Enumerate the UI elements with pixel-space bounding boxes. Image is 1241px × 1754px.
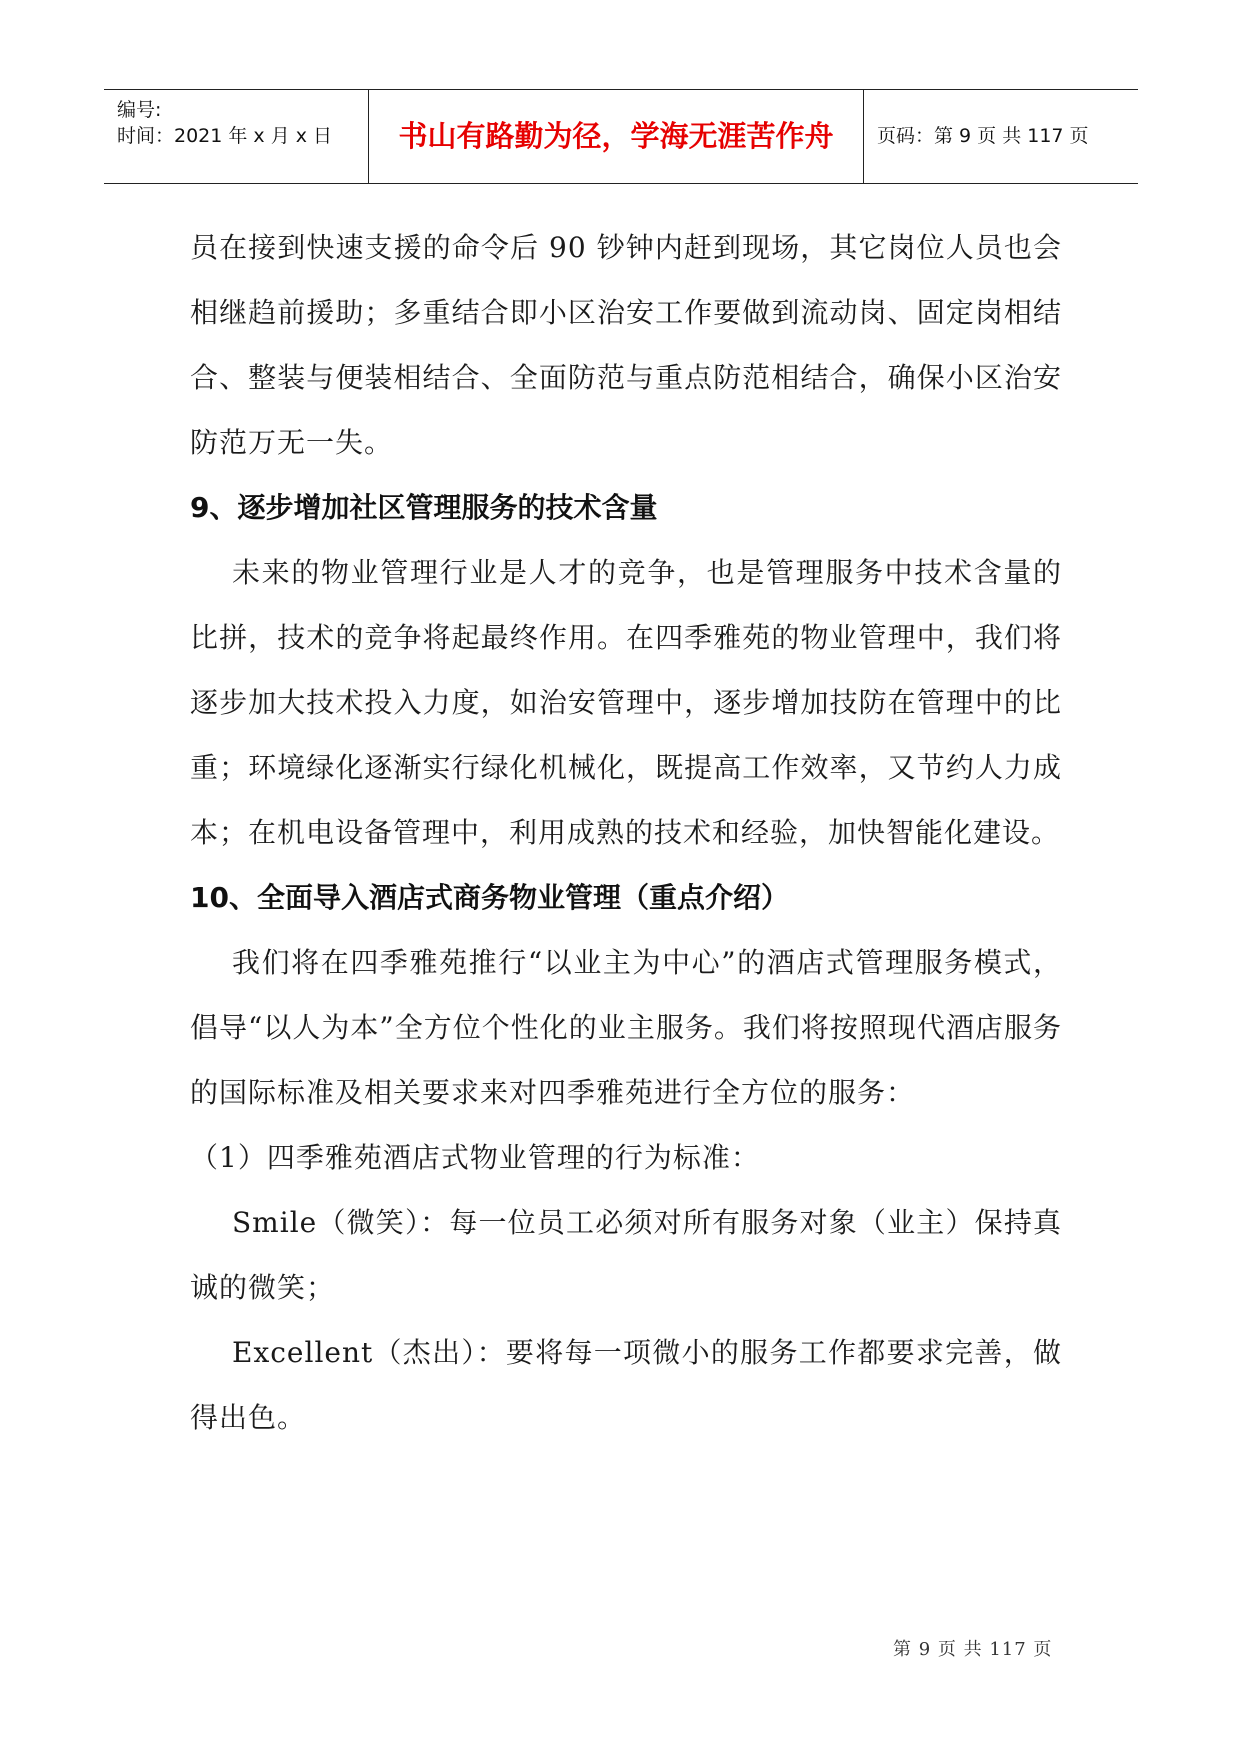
paragraph-excellent: Excellent（杰出）：要将每一项微小的服务工作都要求完善，做得出色。: [190, 1336, 1062, 1434]
paragraph-hotel-service: 我们将在四季雅苑推行“以业主为中心”的酒店式管理服务模式，倡导“以人为本”全方位个性化的业主服务。我们将按照现代酒店服务的国际标准及相关要求来对四季雅苑进行全方位的服务：: [190, 946, 1062, 1109]
paragraph-security: 员在接到快速支援的命令后 90 钞钟内赶到现场，其它岗位人员也会相继趋前援助；多重结合即小区治安工作要做到流动岗、固定岗相结合、整装与便装相结合、全面防范与重点防范相结合，确保小区治安防范万无一失。: [190, 231, 1062, 459]
header-page-code: 页码：第 9 页 共 117 页: [877, 125, 1089, 147]
header-meta: [104, 90, 369, 183]
section-heading-10: 10、全面导入酒店式商务物业管理（重点介绍）: [190, 881, 789, 914]
document-number-label: 编号:: [117, 99, 162, 121]
paragraph-behavior-standard: （1）四季雅苑酒店式物业管理的行为标准：: [190, 1141, 760, 1174]
page-header: [104, 89, 1138, 184]
paragraph-smile: Smile（微笑）：每一位员工必须对所有服务对象（业主）保持真诚的微笑；: [190, 1206, 1062, 1304]
paragraph-technology: 未来的物业管理行业是人才的竞争，也是管理服务中技术含量的比拼，技术的竞争将起最终作用。在四季雅苑的物业管理中，我们将逐步加大技术投入力度，如治安管理中，逐步增加技防在管理中的比重；环境绿化逐渐实行绿化机械化，既提高工作效率，又节约人力成本；在机电设备管理中，利用成熟的技术和经验，加快智能化建设。: [190, 556, 1062, 849]
document-time-label: 时间：2021 年 x 月 x 日: [117, 125, 333, 147]
page-footer: 第 9 页 共 117 页: [893, 1639, 1053, 1660]
document-body: [190, 215, 1062, 1450]
header-page-cell: [864, 90, 1138, 183]
header-motto: 书山有路勤为径，学海无涯苦作舟: [398, 119, 834, 153]
section-heading-9: 9、逐步增加社区管理服务的技术含量: [190, 491, 658, 524]
header-motto-cell: [369, 90, 864, 183]
